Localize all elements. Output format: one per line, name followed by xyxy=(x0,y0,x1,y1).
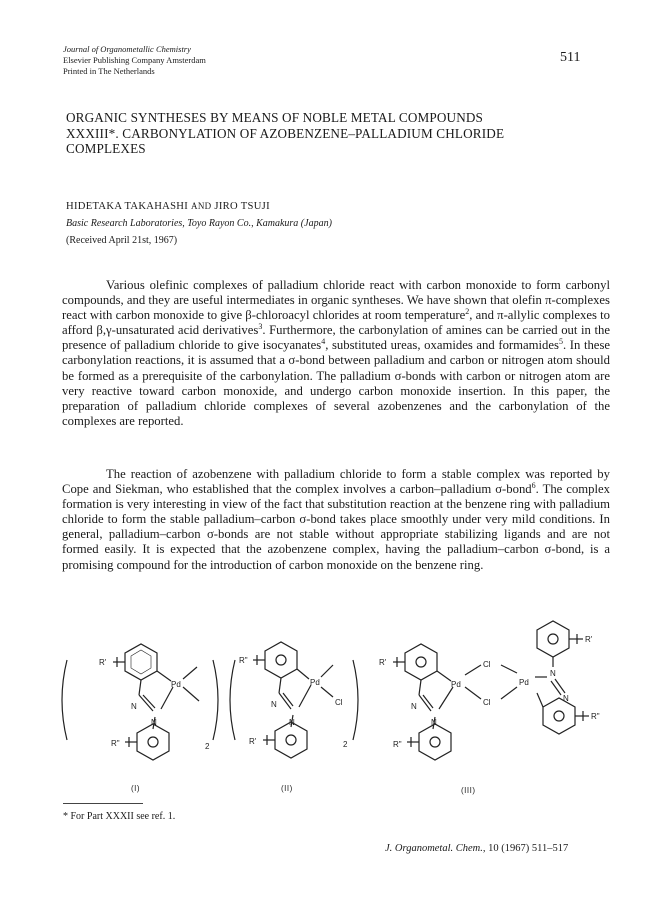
structure-i xyxy=(62,644,218,760)
title-line-2: XXXIII*. CARBONYLATION OF AZOBENZENE–PALLADIUM CHLORIDE xyxy=(66,125,505,141)
printed-location: Printed in The Netherlands xyxy=(63,66,155,76)
atom-label: R" xyxy=(239,656,248,665)
para1-text: , and π-allylic complexes to afford β,γ-unsaturated acid derivatives xyxy=(62,308,610,338)
atom-label: R' xyxy=(249,737,257,746)
footnote: * For Part XXXII see ref. 1. xyxy=(63,811,176,822)
atom-label: Pd xyxy=(451,680,461,689)
para2-text: The reaction of azobenzene with palladium chloride to form a stable complex was reported by Cope and Siekman, who established that the complex involves a carbon–palladium σ-bond xyxy=(62,467,610,497)
affiliation: Basic Research Laboratories, Toyo Rayon Co., Kamakura (Japan) xyxy=(66,218,332,229)
paragraph-2 xyxy=(62,467,610,573)
atom-label: R" xyxy=(393,740,402,749)
atom-label: N xyxy=(411,702,417,711)
ref-5: 5 xyxy=(558,337,563,347)
ref-2: 2 xyxy=(465,306,470,316)
page-number: 511 xyxy=(560,50,581,65)
structure-diagram xyxy=(55,615,615,815)
figure-label-ii: (II) xyxy=(281,784,293,793)
citation xyxy=(385,843,568,854)
atom-label: 2 xyxy=(205,742,210,751)
citation-details: 10 (1967) 511–517 xyxy=(488,843,569,854)
para1-text: Various olefinic complexes of palladium chloride react with carbon monoxide to form carbonyl compounds, and they are useful intermediates in organic syntheses. We have shown that olefin π-complexes react with carbon monoxide to give β-chloroacyl chlorides at room temperature xyxy=(62,278,610,323)
atom-label: N xyxy=(151,718,157,727)
ref-4: 4 xyxy=(321,337,326,347)
article-title xyxy=(66,110,626,157)
figure-label-i: (I) xyxy=(131,784,141,793)
journal-name: Journal of Organometallic Chemistry xyxy=(63,44,191,54)
atom-label: 2 xyxy=(343,740,348,749)
journal-meta xyxy=(63,44,206,77)
authors xyxy=(66,201,270,212)
structure-figure xyxy=(55,615,615,815)
atom-label: R' xyxy=(379,658,387,667)
title-line-3: COMPLEXES xyxy=(66,141,146,156)
structure-iii xyxy=(393,621,589,760)
author-1: HIDETAKA TAKAHASHI xyxy=(66,201,189,212)
atom-label: Cl xyxy=(483,660,491,669)
received-date: (Received April 21st, 1967) xyxy=(66,235,178,246)
atom-label: R' xyxy=(585,635,593,644)
title-line-1: ORGANIC SYNTHESES BY MEANS OF NOBLE METAL COMPOUNDS xyxy=(66,110,484,125)
ref-6: 6 xyxy=(531,480,536,490)
author-conjunction: AND xyxy=(191,201,212,211)
atom-label: Pd xyxy=(171,680,181,689)
para2-text: . The complex formation is very interesting in view of the fact that substitution reaction at the benzene ring with palladium chloride to form the stable palladium–carbon σ-bond takes place smoothly under very mild conditions. In general, palladium–carbon σ-bonds are not stable without appropriate stabilizing ligands and are not formed easily. It is expected that the azobenzene complex, having the palladium–carbon σ-bond, is a promising compound for the introduction of carbon monoxide on the benzene ring. xyxy=(62,482,610,572)
atom-label: N xyxy=(289,718,295,727)
atom-label: Cl xyxy=(483,698,491,707)
para1-text: , substituted ureas, oxamides and formamides xyxy=(325,338,559,353)
atom-label: N xyxy=(563,694,569,703)
atom-label: Pd xyxy=(519,678,529,687)
figure-label-iii: (III) xyxy=(461,786,476,795)
footnote-divider xyxy=(63,803,143,804)
atom-label: Pd xyxy=(310,678,320,687)
atom-label: Cl xyxy=(335,698,343,707)
para1-text: . In these carbonylation reactions, it is assumed that a σ-bond between palladium and carbon or nitrogen atom should be formed as a prerequisite of the carbonylation. The palladium σ-bonds with carbon or nitrogen atom are very reactive toward carbon monoxide, and undergo carbon monoxide insertion. In this paper, the preparation of palladium chloride complexes of several azobenzenes and the carbonylation of the complexes are reported. xyxy=(62,338,611,428)
atom-label: N xyxy=(431,718,437,727)
atom-label: N xyxy=(131,702,137,711)
citation-journal: J. Organometal. Chem., xyxy=(385,843,486,854)
paragraph-1 xyxy=(62,278,610,429)
atom-label: R" xyxy=(111,739,120,748)
para1-text: . Furthermore, the carbonylation of amines can be carried out in the presence of palladium chloride to give isocyanates xyxy=(62,323,610,353)
atom-label: R" xyxy=(591,712,600,721)
ref-3: 3 xyxy=(258,322,263,332)
atom-label: N xyxy=(271,700,277,709)
author-2: JIRO TSUJI xyxy=(214,201,270,212)
atom-label: N xyxy=(550,669,556,678)
publisher: Elsevier Publishing Company Amsterdam xyxy=(63,55,206,65)
atom-label: R' xyxy=(99,658,107,667)
